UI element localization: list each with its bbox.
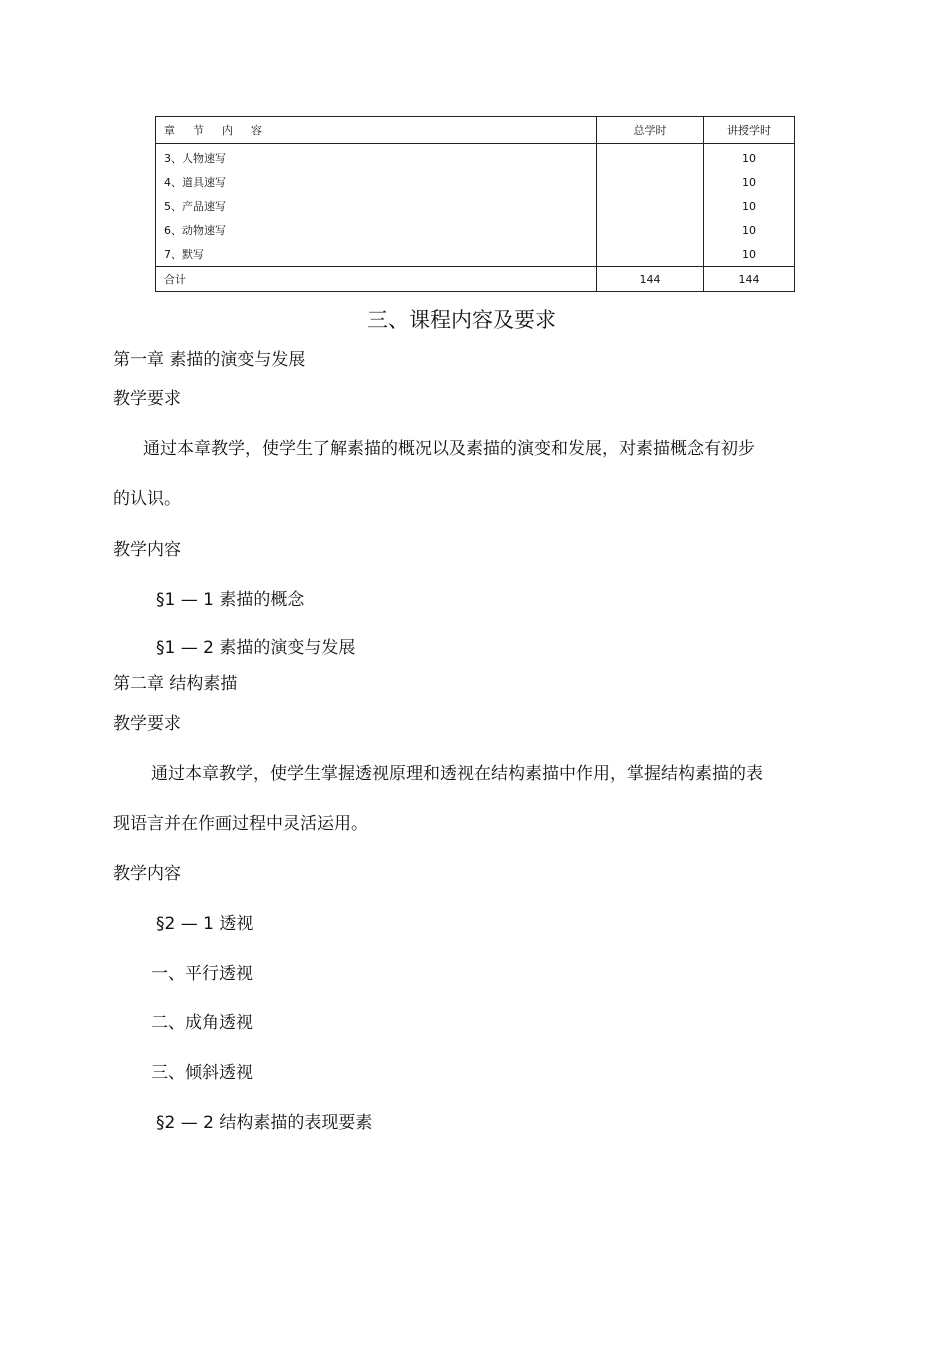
chapter2-content-heading: 教学内容 [113, 864, 181, 884]
row-total [597, 170, 704, 194]
chapter2-title: 第二章 结构素描 [113, 674, 238, 694]
course-hours-table [155, 116, 795, 292]
chapter1-content-heading: 教学内容 [113, 540, 181, 560]
chapter1-requirements-line1: 通过本章教学，使学生了解素描的概况以及素描的演变和发展，对素描概念有初步 [143, 439, 755, 459]
row-lecture: 10 [704, 144, 795, 171]
row-total [597, 218, 704, 242]
row-name: 3、人物速写 [156, 144, 597, 171]
chapter2-item: §2 — 1 透视 [156, 914, 254, 934]
total-label: 合计 [156, 267, 597, 292]
chapter2-item: 三、倾斜透视 [151, 1063, 253, 1083]
row-name: 4、道具速写 [156, 170, 597, 194]
chapter2-item: 一、平行透视 [151, 964, 253, 984]
row-lecture: 10 [704, 242, 795, 267]
table-total-row [156, 267, 795, 292]
chapter2-item: §2 — 2 结构素描的表现要素 [156, 1113, 373, 1133]
row-name: 6、动物速写 [156, 218, 597, 242]
chapter2-requirements-heading: 教学要求 [113, 714, 181, 734]
chapter1-item: §1 — 1 素描的概念 [156, 590, 305, 610]
chapter2-requirements-line2: 现语言并在作画过程中灵活运用。 [113, 814, 368, 834]
row-name: 5、产品速写 [156, 194, 597, 218]
header-lecture-hours: 讲授学时 [704, 117, 795, 144]
table-row [156, 218, 795, 242]
row-name: 7、默写 [156, 242, 597, 267]
chapter1-requirements-line2: 的认识。 [113, 489, 181, 509]
table-row [156, 194, 795, 218]
table-header-row [156, 117, 795, 144]
row-lecture: 10 [704, 218, 795, 242]
table-row [156, 242, 795, 267]
header-total-hours: 总学时 [597, 117, 704, 144]
chapter2-requirements-line1: 通过本章教学，使学生掌握透视原理和透视在结构素描中作用，掌握结构素描的表 [151, 764, 763, 784]
chapter1-title: 第一章 素描的演变与发展 [113, 350, 306, 370]
row-total [597, 242, 704, 267]
row-lecture: 10 [704, 194, 795, 218]
section-title: 三、课程内容及要求 [367, 308, 556, 332]
row-lecture: 10 [704, 170, 795, 194]
chapter2-item: 二、成角透视 [151, 1013, 253, 1033]
chapter1-requirements-heading: 教学要求 [113, 389, 181, 409]
total-hours-value: 144 [597, 267, 704, 292]
header-chapter-content: 章节内容 [156, 117, 597, 144]
table-row [156, 170, 795, 194]
lecture-hours-value: 144 [704, 267, 795, 292]
row-total [597, 144, 704, 171]
table-row [156, 144, 795, 171]
chapter1-item: §1 — 2 素描的演变与发展 [156, 638, 356, 658]
row-total [597, 194, 704, 218]
